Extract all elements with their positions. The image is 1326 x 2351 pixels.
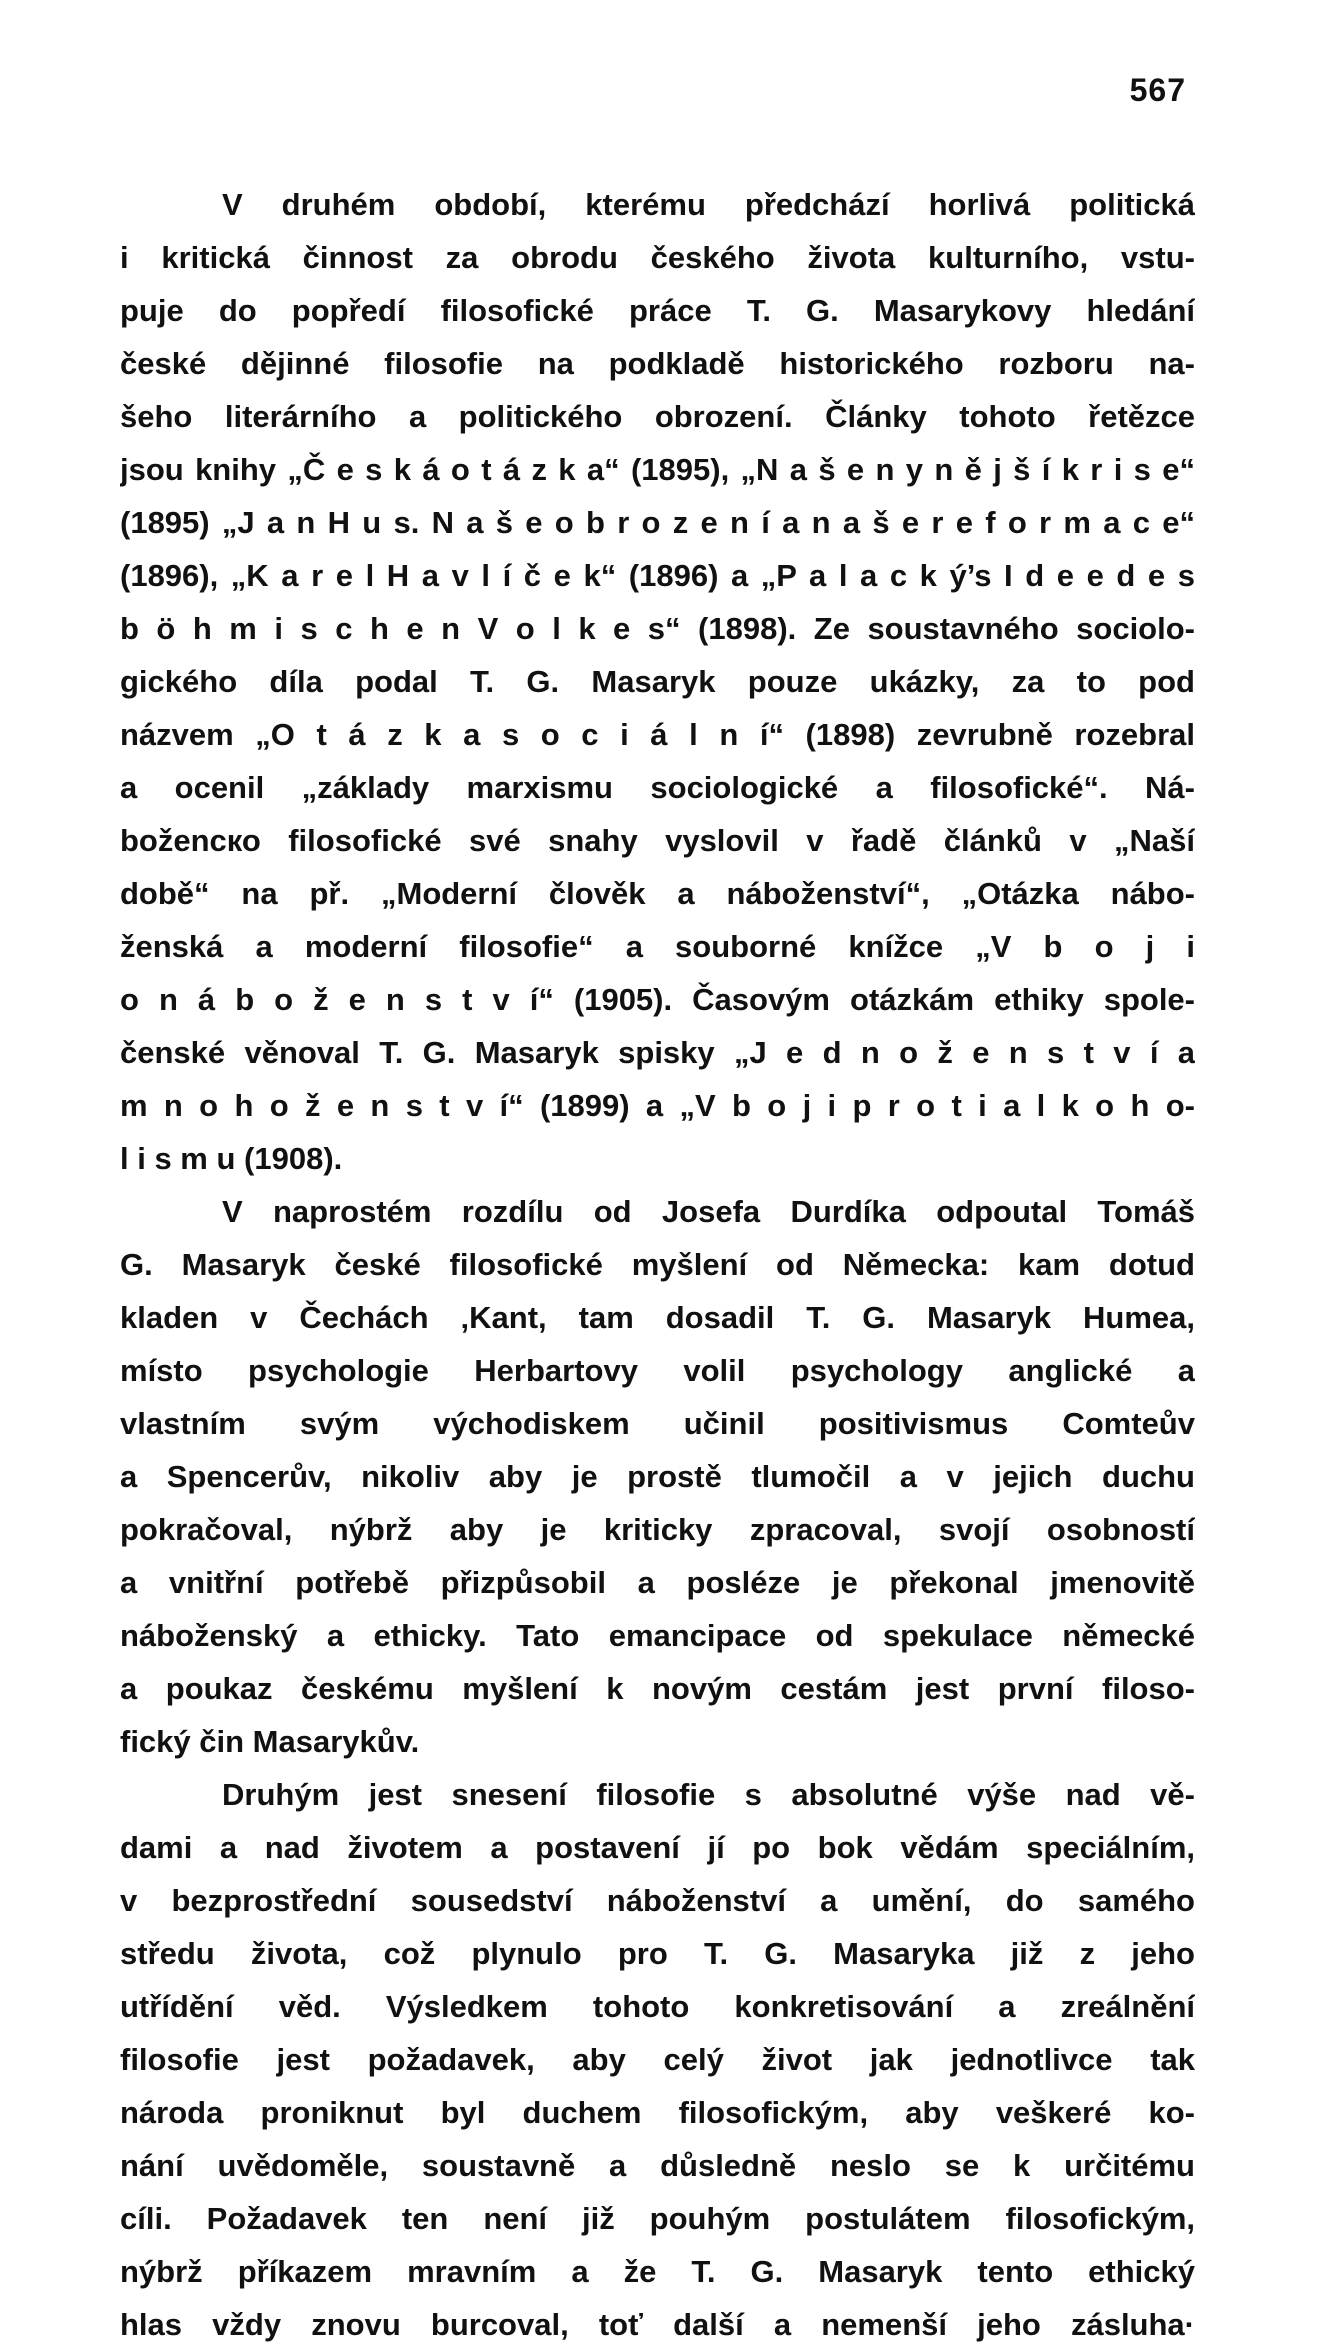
page-number: 567 xyxy=(1129,72,1186,108)
text-line: středu života, což plynulo pro T. G. Masaryka již z jeho xyxy=(120,1936,1195,1971)
text-line: hlas vždy znovu burcoval, toť další a nemenší jeho zásluha· xyxy=(120,2307,1195,2342)
text-line: puje do popředí filosofické práce T. G. Masarykovy hledání xyxy=(120,293,1195,328)
text-line: dami a nad životem a postavení jí po bok vědám speciálním, xyxy=(120,1830,1195,1865)
text-line: kladen v Čechách ‚Kant, tam dosadil T. G. Masaryk Humea, xyxy=(120,1300,1195,1335)
text-line: v bezprostřední sousedství náboženství a umění, do samého xyxy=(120,1883,1195,1918)
text-line: V naprostém rozdílu od Josefa Durdíka odpoutal Tomáš xyxy=(222,1194,1195,1229)
text-line: m n o h o ž e n s t v í“ (1899) a „V b o j i p r o t i a l k o h o- xyxy=(120,1088,1195,1123)
text-line: V druhém období, kterému předchází horlivá politická xyxy=(222,187,1195,222)
text-line: pokračoval, nýbrž aby je kriticky zpracoval, svojí osobností xyxy=(120,1512,1195,1547)
text-line: G. Masaryk české filosofické myšlení od Německa: kam dotud xyxy=(120,1247,1195,1282)
text-line: době“ na př. „Moderní člověk a náboženství“, „Otázka nábo- xyxy=(120,876,1195,911)
text-line: a vnitřní potřebě přizpůsobil a posléze je překonal jmenovitě xyxy=(120,1565,1195,1600)
text-line: ženská a moderní filosofie“ a souborné knížce „V b o j i xyxy=(120,929,1195,964)
text-line: a poukaz českému myšlení k novým cestám jest první filoso- xyxy=(120,1671,1195,1706)
text-line: nání uvědoměle, soustavně a důsledně neslo se k určitému xyxy=(120,2148,1195,2183)
text-line: filosofie jest požadavek, aby celý život jak jednotlivce tak xyxy=(120,2042,1195,2077)
body-text xyxy=(120,178,1195,2351)
text-line: cíli. Požadavek ten není již pouhým postulátem filosofickým, xyxy=(120,2201,1195,2236)
text-line: gického díla podal T. G. Masaryk pouze ukázky, za to pod xyxy=(120,664,1195,699)
text-line: jsou knihy „Č e s k á o t á z k a“ (1895), „N a š e n y n ě j š í k r i s e“ xyxy=(120,452,1195,487)
text-line: b ö h m i s c h e n V o l k e s“ (1898). Ze soustavného sociolo- xyxy=(120,611,1195,646)
text-line: utřídění věd. Výsledkem tohoto konkretisování a zreálnění xyxy=(120,1989,1195,2024)
text-line: (1896), „K a r e l H a v l í č e k“ (1896) a „P a l a c k ý’s I d e e d e s xyxy=(120,558,1195,593)
text-line: a ocenil „základy marxismu sociologické a filosofické“. Ná- xyxy=(120,770,1195,805)
text-line: místo psychologie Herbartovy volil psychology anglické a xyxy=(120,1353,1195,1388)
text-line: šeho literárního a politického obrození. Články tohoto řetězce xyxy=(120,399,1195,434)
text-line: vlastním svým východiskem učinil positivismus Comteův xyxy=(120,1406,1195,1441)
text-line: náboženský a ethicky. Tato emancipace od spekulace německé xyxy=(120,1618,1195,1653)
text-line: l i s m u (1908). xyxy=(120,1141,343,1176)
text-line: čenské věnoval T. G. Masaryk spisky „J e d n o ž e n s t v í a xyxy=(120,1035,1195,1070)
text-line: nýbrž příkazem mravním a že T. G. Masaryk tento ethický xyxy=(120,2254,1195,2289)
text-line: české dějinné filosofie na podkladě historického rozboru na- xyxy=(120,346,1195,381)
text-line: názvem „O t á z k a s o c i á l n í“ (1898) zevrubně rozebral xyxy=(120,717,1195,752)
text-line: a Spencerův, nikoliv aby je prostě tlumočil a v jejich duchu xyxy=(120,1459,1195,1494)
text-line: fický čin Masarykův. xyxy=(120,1724,420,1759)
text-line: Druhým jest snesení filosofie s absolutné výše nad vě- xyxy=(222,1777,1195,1812)
text-line: i kritická činnost za obrodu českého života kulturního, vstu- xyxy=(120,240,1195,275)
text-line: o n á b o ž e n s t v í“ (1905). Časovým otázkám ethiky spole- xyxy=(120,982,1195,1017)
text-line: (1895) „J a n H u s. N a š e o b r o z e n í a n a š e r e f o r m a c e“ xyxy=(120,505,1195,540)
text-line: národa proniknut byl duchem filosofickým, aby veškeré ko- xyxy=(120,2095,1195,2130)
text-line: boženско filosofické své snahy vyslovil v řadě článků v „Naší xyxy=(120,823,1195,858)
